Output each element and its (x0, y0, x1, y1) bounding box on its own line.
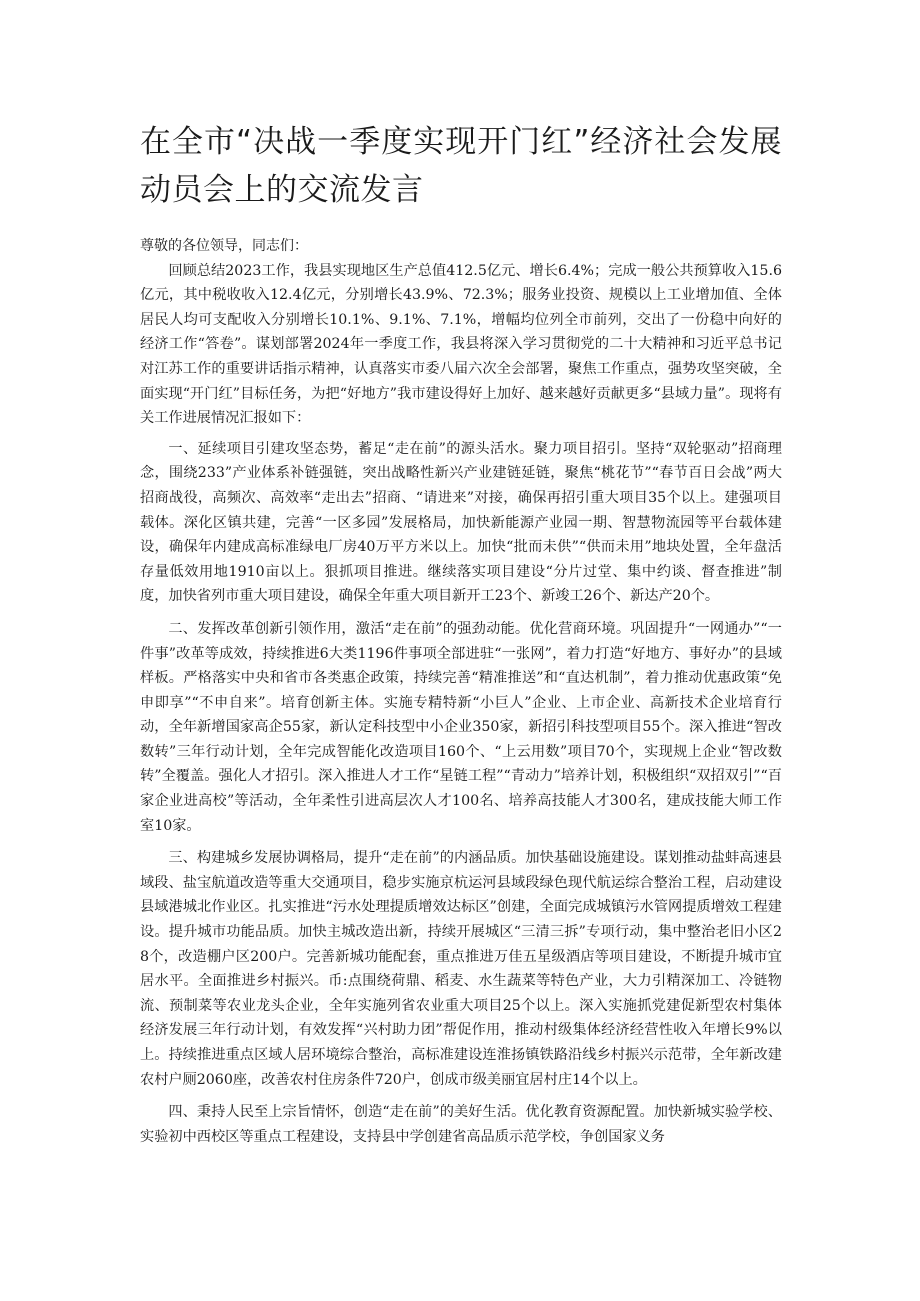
paragraph-section-3: 三、构建城乡发展协调格局，提升“走在前”的内涵品质。加快基础设施建设。谋划推动盐蚌高速县域段、盐宝航道改造等重大交通项目，稳步实施京杭运河县域段绿色现代航运综合整治工程，启动建设县域港城北作业区。扎实推进“污水处理提质增效达标区”创建，全面完成城镇污水管网提质增效工程建设。提升城市功能品质。加快主城改造出新，持续开展城区“三清三拆”专项行动，集中整治老旧小区28个，改造棚户区200户。完善新城功能配套，重点推进万佳五星级酒店等项目建设，不断提升城市宜居水平。全面推进乡村振兴。币:点围绕荷鼎、稻麦、水生蔬菜等特色产业，大力引精深加工、冷链物流、预制菜等农业龙头企业，全年实施列省农业重大项目25个以上。深入实施抓党建促新型农村集体经济发展三年行动计划，有效发挥“兴村助力团”帮促作用，推动村级集体经济经营性收入年增长9%以上。持续推进重点区域人居环境综合整治，高标准建设连淮扬镇铁路沿线乡村振兴示范带，全年新改建农村户厕2060座，改善农村住房条件720户，创成市级美丽宜居村庄14个以上。 (140, 850, 782, 1088)
paragraph-section-2: 二、发挥改革创新引领作用，激活“走在前”的强劲动能。优化营商环境。巩固提升“一网通办”“一件事”改革等成效，持续推进6大类1196件事项全部进驻“一张网”，着力打造“好地方、事好办”的县域样板。严格落实中央和省市各类惠企政策，持续完善“精准推送”和“直达机制”，着力推动优惠政策“免申即享”“不申自来”。培育创新主体。实施专精特新“小巨人”企业、上市企业、高新技术企业培育行动，全年新增国家高企55家，新认定科技型中小企业350家，新招引科技型项目55个。深入推进“智改数转”三年行动计划，全年完成智能化改造项目160个、“上云用数”项目70个，实现规上企业“智改数转”全覆盖。强化人才招引。深入推进人才工作“星链工程”“青动力”培养计划，积极组织“双招双引”“百家企业进高校”等活动，全年柔性引进高层次人才100名、培养高技能人才300名，建成技能大师工作室10家。 (140, 620, 782, 834)
paragraph-section-1: 一、延续项目引建攻坚态势，蓄足“走在前”的源头活水。聚力项目招引。坚持“双轮驱动”招商理念，围绕233”产业体系补链强链，突出战略性新兴产业建链延链，聚焦“桃花节”“春节百日会战”两大招商战役，高频次、高效率“走出去”招商、“请进来”对接，确保再招引重大项目35个以上。建强项目载体。深化区镇共建，完善“一区多园”发展格局，加快新能源产业园一期、智慧物流园等平台载体建设，确保年内建成高标准绿电厂房40万平方米以上。加快“批而未供”“供而未用”地块处置，全年盘活存量低效用地1910亩以上。狠抓项目推进。继续落实项目建设“分片过堂、集中约谈、督查推进”制度，加快省列市重大项目建设，确保全年重大项目新开工23个、新竣工26个、新达产20个。 (140, 440, 782, 605)
greeting: 尊敬的各位领导，同志们： (140, 238, 308, 254)
document-title: 在全市“决战一季度实现开门红”经济社会发展动员会上的交流发言 (140, 124, 782, 208)
paragraph-intro: 回顾总结2023工作，我县实现地区生产总值412.5亿元、增长6.4%；完成一般公共预算收入15.6亿元，其中税收收入12.4亿元，分别增长43.9%、72.3%；服务业投资、规模以上工业增加值、全体居民人均可支配收入分别增长10.1%、9.1%、7.1%，增幅均位列全市前列，交出了一份稳中向好的经济工作“答卷”。谋划部署2024年一季度工作，我县将深入学习贯彻党的二十大精神和习近平总书记对江苏工作的重要讲话指示精神，认真落实市委八届六次全会部署，聚焦工作重点，强势攻坚突破，全面实现“开门红”目标任务，为把“好地方”我市建设得好上加好、越来越好贡献更多“县域力量”。现将有关工作进展情况汇报如下： (140, 262, 782, 427)
paragraph-section-4: 四、秉持人民至上宗旨情怀，创造“走在前”的美好生活。优化教育资源配置。加快新城实验学校、实验初中西校区等重点工程建设，支持县中学创建省高品质示范学校，争创国家义务 (140, 1104, 782, 1145)
document-page (140, 118, 782, 1149)
